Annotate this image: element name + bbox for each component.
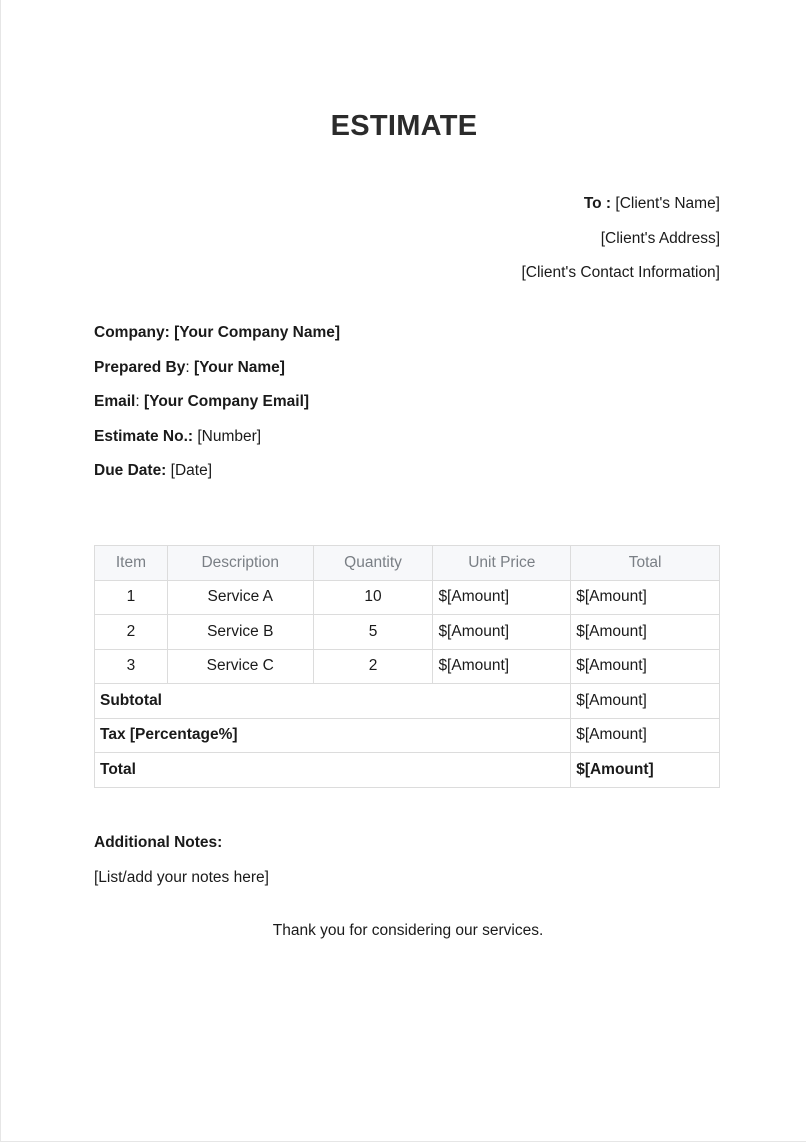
estimate-table: [94, 545, 720, 788]
company-info-block: [94, 316, 340, 489]
cell-description: Service B: [167, 615, 313, 650]
due-label: Due Date:: [94, 462, 167, 479]
cell-total: $[Amount]: [571, 615, 720, 650]
cell-unit-price: $[Amount]: [433, 615, 571, 650]
cell-unit-price: $[Amount]: [433, 580, 571, 615]
cell-description: Service C: [167, 649, 313, 684]
notes-label: Additional Notes:: [94, 834, 223, 851]
table-row: [95, 649, 720, 684]
document-title: ESTIMATE: [330, 110, 478, 142]
cell-quantity: 2: [313, 649, 433, 684]
table-row: [95, 615, 720, 650]
cell-quantity: 5: [313, 615, 433, 650]
header-description: Description: [167, 546, 313, 581]
due-date-line: [94, 454, 340, 489]
company-line: [94, 316, 340, 351]
email-line: [94, 385, 340, 420]
total-row: [95, 753, 720, 788]
header-item: Item: [95, 546, 168, 581]
table-header-row: [95, 546, 720, 581]
notes-block: [94, 826, 269, 895]
header-quantity: Quantity: [313, 546, 433, 581]
email-label: Email: [94, 393, 136, 410]
email-colon: :: [135, 393, 140, 410]
cell-item: 2: [95, 615, 168, 650]
estimate-value: [Number]: [197, 427, 262, 445]
total-label: Total: [95, 753, 571, 788]
subtotal-value: $[Amount]: [571, 684, 720, 719]
client-address: [Client's Address]: [600, 229, 720, 247]
tax-value: $[Amount]: [571, 718, 720, 753]
estimate-label: Estimate No.: [94, 427, 188, 445]
cell-item: 3: [95, 649, 168, 684]
estimate-colon: :: [187, 427, 194, 445]
header-total: Total: [571, 546, 720, 581]
cell-total: $[Amount]: [571, 649, 720, 684]
thank-you-message: Thank you for considering our services.: [272, 922, 544, 939]
company-label: Company:: [94, 324, 170, 341]
header-unit-price: Unit Price: [433, 546, 571, 581]
to-label: To :: [583, 195, 612, 212]
subtotal-row: [95, 684, 720, 719]
recipient-name-line: [521, 187, 720, 222]
client-contact: [Client's Contact Information]: [521, 264, 720, 281]
cell-quantity: 10: [313, 580, 433, 615]
cell-unit-price: $[Amount]: [433, 649, 571, 684]
table-row: [95, 580, 720, 615]
email-value: [Your Company Email]: [143, 393, 310, 410]
due-value: [Date]: [170, 462, 213, 479]
prepared-label: Prepared By: [94, 358, 186, 376]
cell-item: 1: [95, 580, 168, 615]
prepared-colon: :: [185, 358, 190, 376]
client-name: [Client's Name]: [615, 195, 720, 212]
tax-row: [95, 718, 720, 753]
recipient-block: [521, 187, 720, 291]
estimate-number-line: [94, 420, 340, 455]
prepared-value: [Your Name]: [193, 358, 285, 376]
prepared-by-line: [94, 351, 340, 386]
subtotal-label: Subtotal: [95, 684, 571, 719]
total-value: $[Amount]: [571, 753, 720, 788]
notes-text: [List/add your notes here]: [94, 868, 269, 886]
company-value: [Your Company Name]: [174, 324, 341, 341]
cell-description: Service A: [167, 580, 313, 615]
cell-total: $[Amount]: [571, 580, 720, 615]
tax-label: Tax [Percentage%]: [95, 718, 571, 753]
